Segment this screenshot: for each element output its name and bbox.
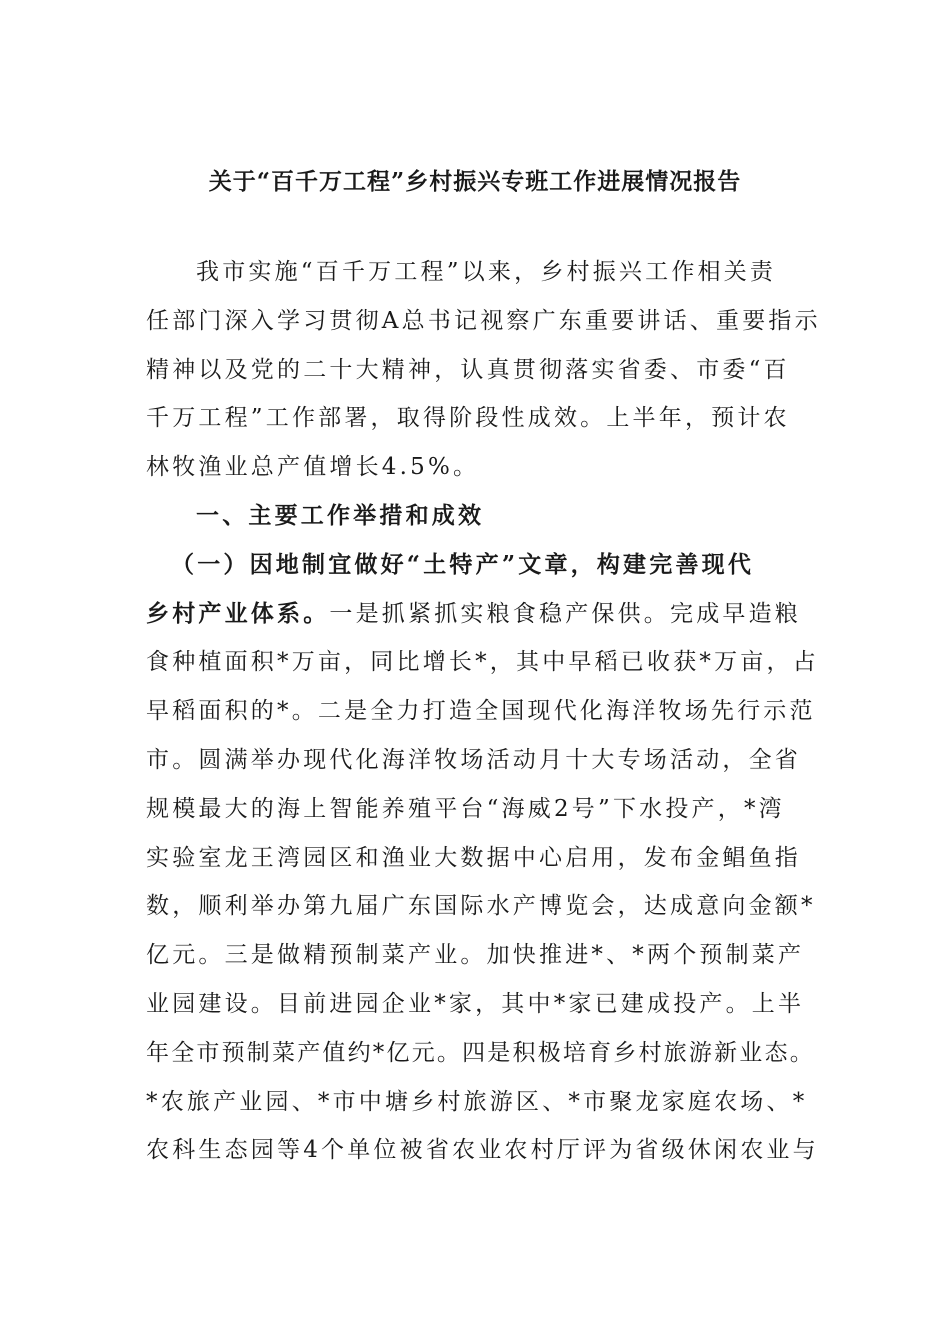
paragraph-line	[146, 590, 830, 639]
paragraph-line: 业园建设。目前进园企业*家，其中*家已建成投产。上半	[146, 990, 805, 1017]
paragraph-text: 一是抓紧抓实粮食稳产保供。完成早造粮	[329, 600, 802, 627]
section-heading: 一、主要工作举措和成效	[196, 501, 485, 529]
paragraph-line: 千万工程”工作部署，取得阶段性成效。上半年，预计农	[146, 405, 790, 432]
paragraph-line: 规模最大的海上智能养殖平台“海威2号”下水投产，*湾	[146, 795, 785, 822]
paragraph-line: 早稻面积的*。二是全力打造全国现代化海洋牧场先行示范	[146, 698, 816, 725]
paragraph-line: 数，顺利举办第九届广东国际水产博览会，达成意向金额*	[146, 893, 816, 920]
paragraph-line: 年全市预制菜产值约*亿元。四是积极培育乡村旅游新业态。	[146, 1039, 815, 1066]
paragraph-line: 实验室龙王湾园区和渔业大数据中心启用，发布金鲳鱼指	[146, 844, 801, 871]
paragraph-line: 林牧渔业总产值增长4.5%。	[146, 454, 480, 481]
paragraph-line: *农旅产业园、*市中塘乡村旅游区、*市聚龙家庭农场、*	[146, 1088, 808, 1115]
paragraph-line: 食种植面积*万亩，同比增长*，其中早稻已收获*万亩，占	[146, 649, 819, 676]
paragraph-line: 精神以及党的二十大精神，认真贯彻落实省委、市委“百	[146, 356, 790, 383]
paragraph-line: 亿元。三是做精预制菜产业。加快推进*、*两个预制菜产	[146, 942, 805, 969]
paragraph-line: 我市实施“百千万工程”以来，乡村振兴工作相关责	[196, 259, 777, 285]
document-title: 关于“百千万工程”乡村振兴专班工作进展情况报告	[208, 168, 742, 195]
document-body	[146, 248, 830, 1175]
paragraph-line: 市。圆满举办现代化海洋牧场活动月十大专场活动，全省	[146, 746, 801, 773]
paragraph-line: 农科生态园等4个单位被省农业农村厅评为省级休闲农业与	[146, 1137, 819, 1164]
subsection-heading-line: （一）因地制宜做好“土特产”文章，构建完善现代	[171, 550, 755, 578]
paragraph-line: 任部门深入学习贯彻A总书记视察广东重要讲话、重要指示	[146, 307, 821, 334]
subsection-heading-tail: 乡村产业体系。	[146, 599, 330, 627]
